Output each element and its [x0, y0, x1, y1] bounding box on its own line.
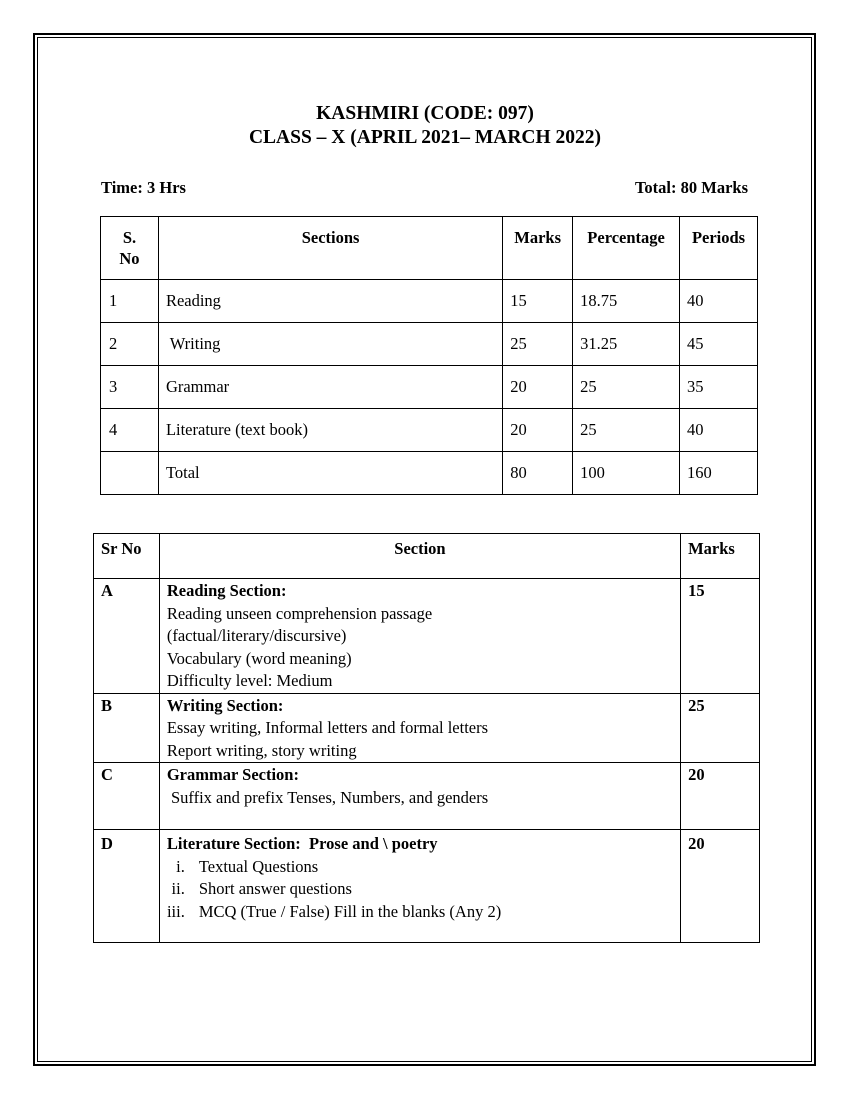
cell-marks: 15	[681, 579, 760, 694]
cell-sr: A	[94, 579, 160, 694]
section-details-table	[93, 533, 760, 943]
cell-periods: 40	[680, 280, 758, 323]
cell-section: Reading	[158, 280, 502, 323]
cell-section: Total	[158, 452, 502, 495]
cell-section: Writing	[158, 323, 502, 366]
section-line: (factual/literary/discursive)	[166, 626, 347, 645]
section-line: Suffix and prefix Tenses, Numbers, and genders	[166, 787, 489, 807]
marks-distribution-table	[100, 216, 758, 495]
table-row	[94, 693, 760, 763]
cell-marks: 25	[503, 323, 573, 366]
table-row	[101, 280, 758, 323]
cell-sr: D	[94, 830, 160, 943]
list-text: MCQ (True / False) Fill in the blanks (Any 2)	[198, 901, 502, 921]
cell-sno	[101, 452, 159, 495]
table-header-row	[101, 217, 758, 280]
list-item	[167, 878, 674, 901]
cell-percentage: 25	[573, 366, 680, 409]
cell-periods: 35	[680, 366, 758, 409]
table-header-row	[94, 534, 760, 579]
cell-marks: 25	[681, 693, 760, 763]
list-text: Short answer questions	[198, 879, 352, 898]
cell-percentage: 100	[573, 452, 680, 495]
cell-section: Literature (text book)	[158, 409, 502, 452]
section-line: Difficulty level: Medium	[166, 671, 333, 690]
list-item	[167, 901, 674, 924]
cell-section-content	[159, 763, 680, 830]
section-line: Report writing, story writing	[166, 740, 357, 760]
table-total-row	[101, 452, 758, 495]
cell-sr: C	[94, 763, 160, 830]
cell-section: Grammar	[158, 366, 502, 409]
cell-sno: 4	[101, 409, 159, 452]
section-line: Reading unseen comprehension passage	[166, 603, 433, 623]
table-row	[94, 763, 760, 830]
table-row	[94, 830, 760, 943]
header-section: Section	[159, 534, 680, 579]
cell-marks: 20	[503, 366, 573, 409]
cell-percentage: 31.25	[573, 323, 680, 366]
header-srno: Sr No	[94, 534, 160, 579]
table-row	[101, 409, 758, 452]
list-numeral: iii.	[166, 901, 185, 921]
cell-percentage: 25	[573, 409, 680, 452]
document-title: KASHMIRI (CODE: 097)	[316, 103, 534, 124]
section-heading: Grammar Section:	[166, 765, 299, 784]
header-marks: Marks	[503, 217, 573, 280]
table-row	[94, 579, 760, 694]
cell-marks: 20	[681, 763, 760, 830]
cell-periods: 160	[680, 452, 758, 495]
total-marks-label: Total: 80 Marks	[634, 178, 748, 197]
header-percentage: Percentage	[573, 217, 680, 280]
list-text: Textual Questions	[198, 856, 319, 876]
cell-percentage: 18.75	[573, 280, 680, 323]
section-line: Essay writing, Informal letters and formal letters	[166, 718, 489, 737]
cell-sno: 1	[101, 280, 159, 323]
section-heading: Literature Section: Prose and \ poetry	[166, 834, 438, 853]
table-row	[101, 366, 758, 409]
cell-marks: 80	[503, 452, 573, 495]
section-heading: Reading Section:	[166, 581, 287, 600]
time-label: Time: 3 Hrs	[101, 178, 186, 197]
header-sections: Sections	[158, 217, 502, 280]
cell-sr: B	[94, 693, 160, 763]
cell-sno: 3	[101, 366, 159, 409]
list-numeral: ii.	[171, 879, 185, 898]
header-periods: Periods	[680, 217, 758, 280]
cell-section-content	[159, 693, 680, 763]
section-line: Vocabulary (word meaning)	[166, 648, 352, 668]
document-subtitle: CLASS – X (APRIL 2021– MARCH 2022)	[248, 127, 602, 148]
list-item	[167, 856, 674, 879]
cell-periods: 45	[680, 323, 758, 366]
cell-marks: 15	[503, 280, 573, 323]
header-sno: S. No	[101, 217, 159, 280]
section-heading: Writing Section:	[166, 695, 284, 715]
table-row	[101, 323, 758, 366]
cell-sno: 2	[101, 323, 159, 366]
list-numeral: i.	[176, 856, 185, 876]
header-marks: Marks	[681, 534, 760, 579]
cell-section-content	[159, 830, 680, 943]
cell-marks: 20	[503, 409, 573, 452]
cell-periods: 40	[680, 409, 758, 452]
literature-list	[167, 856, 674, 924]
cell-marks: 20	[681, 830, 760, 943]
cell-section-content	[159, 579, 680, 694]
